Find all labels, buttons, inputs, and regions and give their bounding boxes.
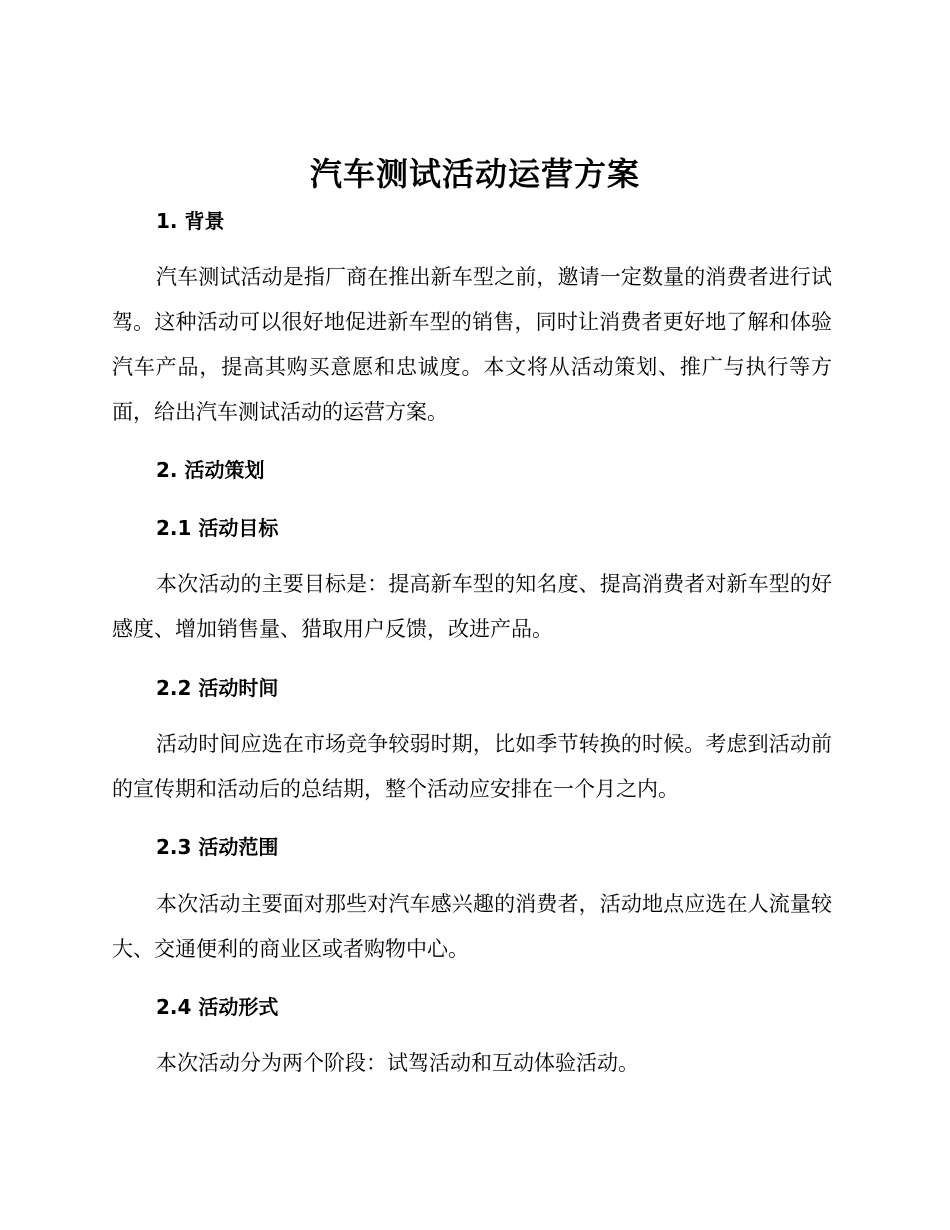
section-body-activity-time: 活动时间应选在市场竞争较弱时期，比如季节转换的时候。考虑到活动前的宣传期和活动后的总结期，整个活动应安排在一个月之内。 bbox=[112, 732, 832, 801]
section-body-activity-format: 本次活动分为两个阶段：试驾活动和互动体验活动。 bbox=[156, 1051, 639, 1075]
section-heading-activity-goal: 2.1 活动目标 bbox=[156, 516, 279, 540]
section-body-activity-goal: 本次活动的主要目标是：提高新车型的知名度、提高消费者对新车型的好感度、增加销售量、猎取用户反馈，改进产品。 bbox=[112, 572, 832, 641]
section-body-activity-scope: 本次活动主要面对那些对汽车感兴趣的消费者，活动地点应选在人流量较大、交通便利的商业区或者购物中心。 bbox=[112, 892, 832, 961]
section-heading-activity-format: 2.4 活动形式 bbox=[156, 995, 279, 1019]
section-heading-activity-planning: 2. 活动策划 bbox=[156, 458, 265, 482]
section-heading-activity-scope: 2.3 活动范围 bbox=[156, 835, 279, 859]
section-body-background: 汽车测试活动是指厂商在推出新车型之前，邀请一定数量的消费者进行试驾。这种活动可以很好地促进新车型的销售，同时让消费者更好地了解和体验汽车产品，提高其购买意愿和忠诚度。本文将从活动策划、推广与执行等方面，给出汽车测试活动的运营方案。 bbox=[112, 265, 832, 424]
section-heading-activity-time: 2.2 活动时间 bbox=[156, 676, 279, 700]
section-heading-background: 1. 背景 bbox=[156, 209, 225, 233]
document-title: 汽车测试活动运营方案 bbox=[309, 155, 640, 193]
